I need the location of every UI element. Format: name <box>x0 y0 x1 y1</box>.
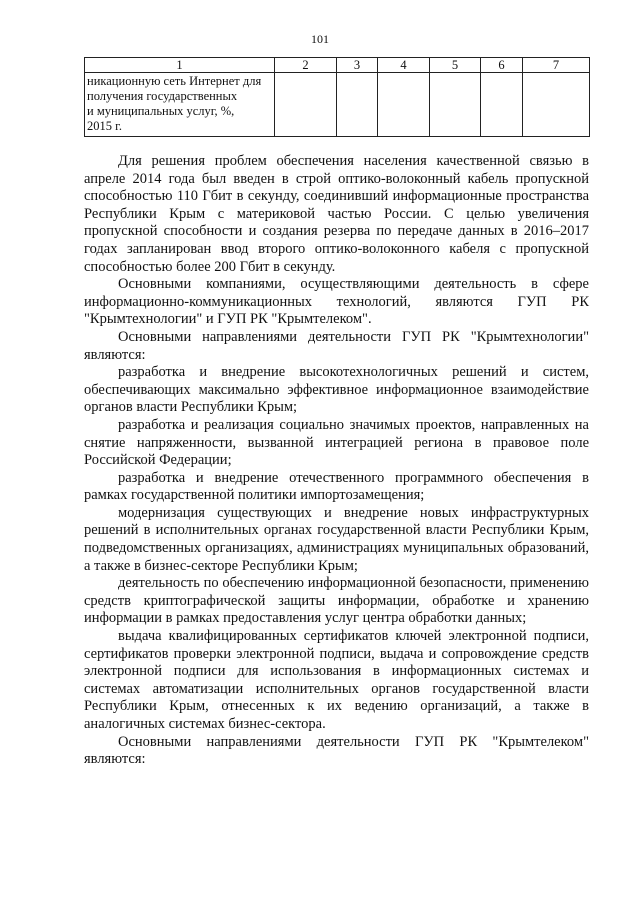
paragraph-companies: Основными компаниями, осуществляющими деятельность в сфере информационно-коммуникационных технологий, являются ГУП РК "Крымтехнологии" и ГУП РК "Крымтелеком". <box>84 276 589 328</box>
indicator-line: и муниципальных услуг, %, <box>87 104 235 118</box>
list-item: выдача квалифицированных сертификатов ключей электронной подписи, сертификатов проверки электронной подписи, выдача и сопровождение средств электронной подписи для использования в информационных системах и системах автоматизации исполнительных органов государственной власти Республики Крым, отнесенных к их ведению организаций, а также в аналогичных системах бизнес-сектора. <box>84 628 589 732</box>
table-header-cell: 5 <box>430 58 481 73</box>
indicator-line: никационную сеть Интернет для <box>87 74 262 88</box>
table-header-cell: 2 <box>275 58 337 73</box>
paragraph-intro: Для решения проблем обеспечения населения качественной связью в апреле 2014 года был введен в строй оптико-волоконный кабель пропускной способностью 110 Гбит в секунду, соединивший информационные пространства Республики Крым с материковой частью России. С целью увеличения пропускной способности и создания резерва по передаче данных в 2016–2017 годах запланирован ввод второго оптико-волоконного кабеля с пропускной способностью более 200 Гбит в секунду. <box>84 153 589 275</box>
table-header-cell: 1 <box>85 58 275 73</box>
list-item: разработка и внедрение высокотехнологичных решений и систем, обеспечивающих максимально эффективное информационное взаимодействие органов власти Республики Крым; <box>84 364 589 416</box>
table-header-cell: 6 <box>481 58 523 73</box>
list-item: разработка и внедрение отечественного программного обеспечения в рамках государственной политики импортозамещения; <box>84 469 589 504</box>
indicator-line: 2015 г. <box>87 119 122 133</box>
document-body <box>84 153 589 769</box>
table-cell <box>430 73 481 137</box>
table-header-row <box>85 58 590 73</box>
indicator-line: получения государственных <box>87 89 238 103</box>
table-header-cell: 4 <box>378 58 430 73</box>
table-cell <box>523 73 590 137</box>
list-item: разработка и реализация социально значимых проектов, направленных на снятие напряженности, вызванной интеграцией региона в правовое поле Российской Федерации; <box>84 416 589 469</box>
table-cell <box>275 73 337 137</box>
table-cell <box>337 73 378 137</box>
table-cell <box>481 73 523 137</box>
continued-table <box>84 57 590 137</box>
indicator-name-cell <box>85 73 275 137</box>
paragraph-krymtelecom-heading: Основными направлениями деятельности ГУП РК "Крымтелеком" являются: <box>84 733 589 768</box>
page-number: 101 <box>311 32 329 46</box>
paragraph-krymtech-heading: Основными направлениями деятельности ГУП РК "Крымтехнологии" являются: <box>84 328 589 363</box>
list-item: деятельность по обеспечению информационной безопасности, применению средств криптографической защиты информации, обработке и хранению информации в рамках предоставления услуг центра обработки данных; <box>84 575 589 627</box>
table-cell <box>378 73 430 137</box>
table-header-cell: 7 <box>523 58 590 73</box>
table-header-cell: 3 <box>337 58 378 73</box>
table-row <box>85 73 590 137</box>
list-item: модернизация существующих и внедрение новых инфраструктурных решений в исполнительных органах государственной власти Республики Крым, подведомственных организациях, администрациях муниципальных образований, а также в бизнес-секторе Республики Крым; <box>84 504 589 574</box>
